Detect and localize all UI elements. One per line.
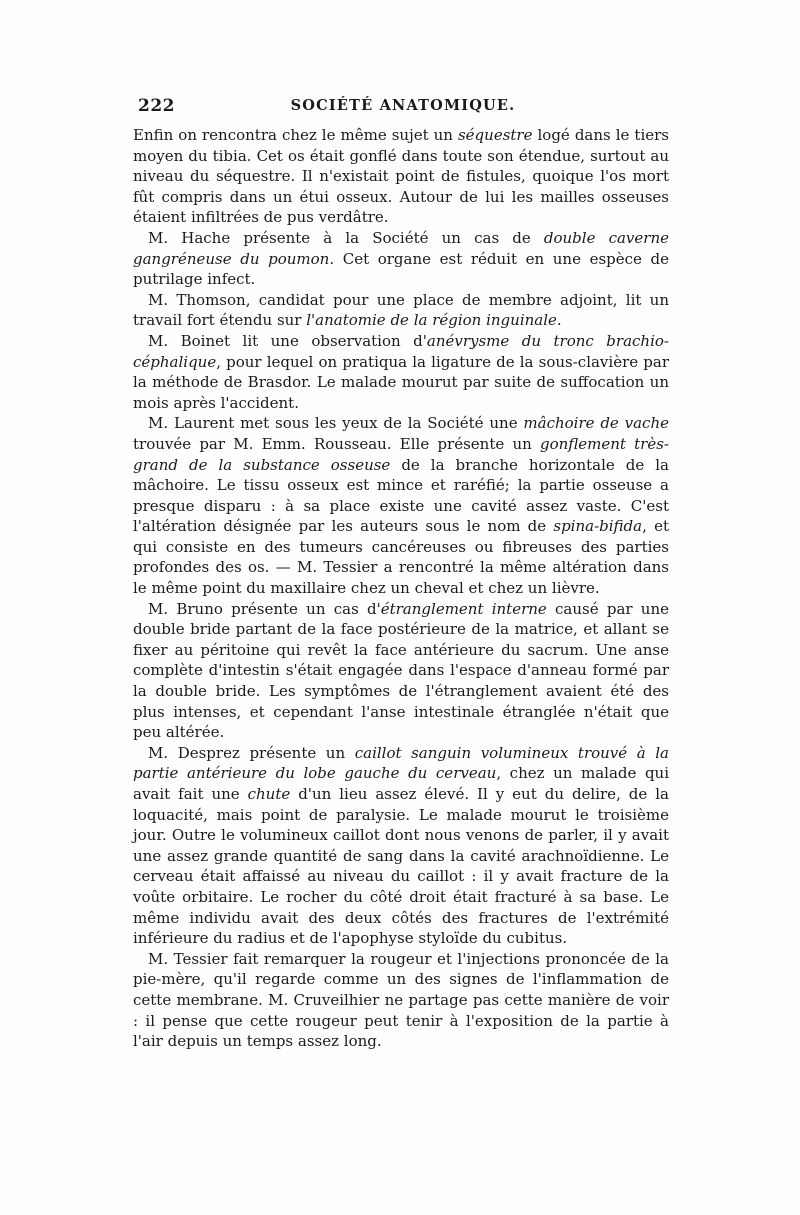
text-run: M. Bruno présente un cas d' (148, 599, 381, 618)
text-run: M. Hache présente à la Société un cas de (148, 228, 544, 247)
paragraph-sequestre (133, 125, 669, 228)
italic-term: l'anatomie de la région inguinale. (306, 311, 562, 330)
text-run: logé dans le tiers moyen du tibia. Cet os était gonflé dans toute son étendue, surtout au niveau du séquestre. Il n'existait point de fistules, quoique l'os mort fût compris dans un étui osseux. Autour de lui les mailles osseuses étaient infiltrées de pus verdâtre. (133, 126, 669, 227)
italic-term: spina-bifida (553, 517, 643, 536)
paragraph-hache (133, 228, 669, 290)
text-run: M. Desprez présente un (148, 743, 355, 762)
text-run: , et qui consiste en des tumeurs cancéreuses ou fibreuses des parties profondes des os. — M. Tessier a rencontré la même altération dans le même point du maxillaire chez un cheval et chez un lièvre. (133, 517, 669, 598)
text-run: trouvée par M. Emm. Rousseau. Elle présente un (133, 434, 540, 453)
text-run: M. Thomson, candidat pour une place de membre adjoint, lit un travail fort étendu sur (133, 290, 669, 330)
paragraph-thomson (133, 290, 669, 331)
italic-term: mâchoire de vache (523, 414, 669, 433)
italic-term: chute (247, 785, 291, 803)
italic-term: anévrysme du tronc brachio-céphalique (133, 331, 669, 371)
paragraph-desprez (133, 743, 669, 949)
text-run: , pour lequel on pratiqua la ligature de la sous-clavière par la méthode de Brasdor. Le malade mourut par suite de suffocation un mois après l'accident. (133, 352, 669, 412)
italic-term: étranglement interne (380, 599, 547, 618)
text-run: M. Boinet lit une observation d' (148, 331, 427, 350)
body-text (133, 125, 669, 1052)
running-title: SOCIÉTÉ ANATOMIQUE. (290, 97, 516, 114)
paragraph-laurent (133, 413, 669, 598)
page-number: 222 (138, 96, 175, 116)
text-run: , chez un malade qui avait fait une (133, 764, 670, 803)
paragraph-boinet (133, 331, 669, 413)
text-run: d'un lieu assez élevé. Il y eut du delire, de la loquacité, mais point de paralysie. Le malade mourut le troisième jour. Outre le volumineux caillot dont nous venons de parler, il y avait une assez grande quantité de sang dans la cavité arachnoïdienne. Le cerveau était affaissé au niveau du caillot : il y avait fracture de la voûte orbitaire. Le rocher du côté droit était fracturé à sa base. Le même individu avait des deux côtés des fractures de l'extrémité inférieure du radius et de l'apophyse styloïde du cubitus. (133, 785, 669, 948)
text-run: causé par une double bride partant de la face postérieure de la matrice, et allant se fixer au péritoine qui revêt la face antérieure du sacrum. Une anse complète d'intestin s'était engagée dans l'espace d'anneau formé par la double bride. Les symptômes de l'étranglement avaient été des plus intenses, et cependant l'anse intestinale étranglée n'était que peu altérée. (133, 599, 669, 742)
text-run: de la branche horizontale de la mâchoire. Le tissu osseux est mince et raréfié; la partie osseuse a presque disparu : à sa place existe une cavité assez vaste. C'est l'altération désignée par les auteurs sous le nom de (133, 455, 669, 536)
text-run: Cet organe est réduit en une espèce de putrilage infect. (133, 249, 669, 289)
text-run: M. Laurent met sous les yeux de la Société une (148, 414, 524, 433)
paragraph-tessier (133, 949, 669, 1052)
text-run: M. Tessier fait remarquer la rougeur et l'injections prononcée de la pie-mère, qu'il regarde comme un des signes de l'inflammation de cette membrane. M. Cruveilhier ne partage pas cette manière de voir : il pense que cette rougeur peut tenir à l'exposition de la partie à l'air depuis un temps assez long. (133, 949, 669, 1051)
running-head (138, 96, 668, 120)
text-run: Enfin on rencontra chez le même sujet un (133, 126, 458, 144)
italic-term: séquestre (457, 126, 533, 144)
italic-term: gonflement très-grand de la substance osseuse (133, 434, 670, 474)
italic-term: caillot sanguin volumineux trouvé à la partie antérieure du lobe gauche du cerveau (133, 743, 669, 783)
paragraph-bruno (133, 599, 669, 743)
italic-term: double caverne gangréneuse du poumon. (133, 228, 669, 268)
